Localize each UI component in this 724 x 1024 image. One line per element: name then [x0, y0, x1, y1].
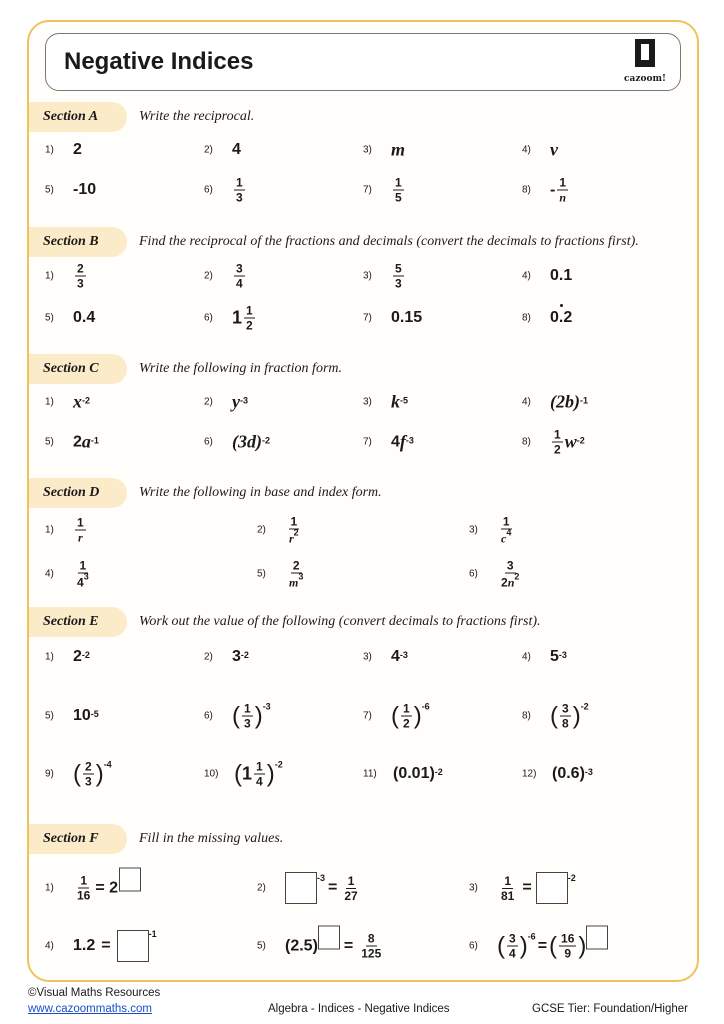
expression: ( $\frac{1}{2}$ ) $^{-6}$ [391, 701, 430, 731]
expression: $\frac{5}{3}$ [395, 261, 402, 291]
website-link[interactable]: www.cazoommaths.com [28, 1003, 152, 1015]
cazoom-logo [620, 38, 670, 84]
section-e-instruction: Work out the value of the following (convert decimals to fractions first). [139, 614, 541, 629]
expression: ( 1 $\frac{1}{4}$ ) $^{-2}$ [234, 759, 283, 789]
section-a-header [29, 102, 697, 132]
expression: (0.6) $^{-3}$ [552, 765, 593, 782]
expression: $\frac{1}{2}$ w $^{-2}$ [554, 427, 585, 457]
section-d-label: Section D [29, 478, 127, 508]
section-c-header [29, 354, 697, 384]
expression: k $^{-5}$ [391, 391, 409, 412]
expression: ( 3 d ) $^{-2}$ [232, 431, 271, 452]
expression: 3 $^{-2}$ [232, 648, 249, 665]
section-f-label: Section F [29, 824, 127, 854]
footer-copyright: ©Visual Maths Resources [28, 987, 161, 999]
expression: 2 a $^{-1}$ [73, 431, 99, 452]
missing-value-box[interactable] [318, 925, 340, 949]
expression: 1 $\frac{1}{2}$ [232, 303, 253, 333]
expression: 0.2 [550, 309, 573, 326]
expression: $\frac{1}{16}$ = 2 [73, 875, 141, 902]
page-title: Negative Indices [64, 48, 254, 75]
section-d-header [29, 478, 697, 508]
expression: 4 f $^{-3}$ [391, 431, 414, 452]
section-a-instruction: Write the reciprocal. [139, 109, 255, 124]
missing-value-box[interactable] [536, 872, 568, 904]
section-f-instruction: Fill in the missing values. [139, 831, 284, 846]
expression: $\frac{1}{c^4}$ [501, 514, 512, 546]
expression: y $^{-3}$ [232, 391, 249, 412]
expression: $\frac{3}{2n^2}$ [501, 558, 520, 590]
expression: $\frac{1}{3}$ [236, 175, 243, 205]
expression: $\frac{1}{r}$ [77, 515, 84, 545]
expression: $\frac{1}{5}$ [395, 175, 402, 205]
expression: 1.2 = $^{-1}$ [73, 930, 157, 962]
footer-topic: Algebra - Indices - Negative Indices [268, 1003, 450, 1015]
expression: x $^{-2}$ [73, 391, 91, 412]
expression: -10 [73, 181, 97, 198]
expression: $\frac{1}{r^2}$ [289, 514, 299, 546]
expression: $\frac{2}{3}$ [77, 261, 84, 291]
expression: (0.01) $^{-2}$ [393, 765, 443, 782]
section-b-instruction: Find the reciprocal of the fractions and decimals (convert the decimals to fractions first). [139, 234, 639, 249]
expression: $\frac{3}{4}$ [236, 261, 243, 291]
worksheet: Negative Indices cazoom! Section A Write the reciprocal. 1) 2 2) 4 3) m 4) v 5) -10 6) $\frac{1}{3}$ 7) $\frac{1}{5}$ 8) - $\frac{1}{n}$ Section B Find the reciprocal of the fractions and decimals (convert the decimals to fractions first). 1) $\frac{2}{3}$ 2) $\frac{3}{4}$ 3) $\frac{5}{3}$ 4) 0.1 5) 0.4 6) 1 $\frac{1}{2}$ 7) 0.15 8) 0.2 Section C Write the following in fraction form. 1) x $^{-2}$ 2) y $^{-3}$ 3) k $^{-5}$ 4) ( 2 b ) $^{-1}$ 5) 2 a $^{-1}$ 6) ( 3 d ) $^{-2}$ 7) 4 f $^{-3}$ 8) $\frac{1}{2}$ w $^{-2}$ Section D Write the following in base and index form. 1) $\frac{1}{r}$ 2) $\frac{1}{r^2}$ 3) $\frac{1}{c^4}$ 4) $\frac{1}{4^3}$ 5) $\frac{2}{m^3}$ 6) $\frac{3}{2n^2}$ Section E Work out the value of the following (convert decimals to fractions first). 1) 2 $^{-2}$ 2) 3 $^{-2}$ 3) 4 $^{-3}$ 4) 5 $^{-3}$ 5) 10 $^{-5}$ 6) ( $\frac{1}{3}$ ) $^{-3}$ 7) ( $\frac{1}{2}$ ) $^{-6}$ 8) ( $\frac{3}{8}$ ) $^{-2}$ 9) ( $\frac{2}{3}$ ) $^{-4}$ 10) ( 1 $\frac{1}{4}$ ) $^{-2}$ 11) (0.01) $^{-2}$ 12) (0.6) $^{-3}$ Section F Fill in the missing values. 1) $\frac{1}{16}$ = 2 2) $^{-3}$ = $\frac{1}{27}$ 3) $\frac{1}{81}$ = $^{-2}$ 4) 1.2 = $^{-1}$ 5) (2.5) = $\frac{8}{125}$ 6) ( $\frac{3}{4}$ ) $^{-6}$ = ( $\frac{16}{9}$ ) [27, 20, 699, 982]
expression: 2 $^{-2}$ [73, 648, 90, 665]
expression: $^{-3}$ = $\frac{1}{27}$ [285, 872, 362, 904]
missing-value-box[interactable] [285, 872, 317, 904]
footer-tier: GCSE Tier: Foundation/Higher [532, 1003, 688, 1015]
expression: 0.15 [391, 309, 423, 326]
expression: 10 $^{-5}$ [73, 707, 99, 724]
section-a-label: Section A [29, 102, 127, 132]
expression: $\frac{2}{m^3}$ [289, 558, 304, 590]
expression: 5 $^{-3}$ [550, 648, 567, 665]
expression: ( $\frac{3}{8}$ ) $^{-2}$ [550, 701, 589, 731]
section-d-instruction: Write the following in base and index form. [139, 485, 382, 500]
logo-text: cazoom! [624, 74, 666, 84]
expression: 0.1 [550, 267, 573, 284]
section-b-label: Section B [29, 227, 127, 257]
section-e-label: Section E [29, 607, 127, 637]
expression: 2 [73, 141, 82, 158]
section-f-header [29, 824, 697, 854]
section-c-label: Section C [29, 354, 127, 384]
expression: m [391, 139, 406, 160]
title-box [45, 33, 681, 91]
expression: ( $\frac{3}{4}$ ) $^{-6}$ = ( $\frac{16}{9}$ ) [497, 933, 608, 960]
section-b-header [29, 227, 697, 257]
expression: ( $\frac{1}{3}$ ) $^{-3}$ [232, 701, 271, 731]
expression: 4 [232, 141, 241, 158]
section-e-header [29, 607, 697, 637]
missing-value-box[interactable] [117, 930, 149, 962]
expression: 0.4 [73, 309, 96, 326]
expression: - $\frac{1}{n}$ [550, 175, 567, 205]
missing-value-box[interactable] [586, 925, 608, 949]
expression: $\frac{1}{81}$ = $^{-2}$ [501, 873, 576, 903]
expression: (2.5) = $\frac{8}{125}$ [285, 933, 385, 960]
expression: ( $\frac{2}{3}$ ) $^{-4}$ [73, 759, 112, 789]
expression: 4 $^{-3}$ [391, 648, 408, 665]
expression: v [550, 139, 558, 160]
footer-link-wrap [28, 1003, 152, 1015]
missing-value-box[interactable] [119, 867, 141, 891]
trophy-icon [634, 38, 656, 68]
expression: ( 2 b ) $^{-1}$ [550, 391, 589, 412]
expression: $\frac{1}{4^3}$ [77, 558, 89, 590]
section-c-instruction: Write the following in fraction form. [139, 361, 342, 376]
